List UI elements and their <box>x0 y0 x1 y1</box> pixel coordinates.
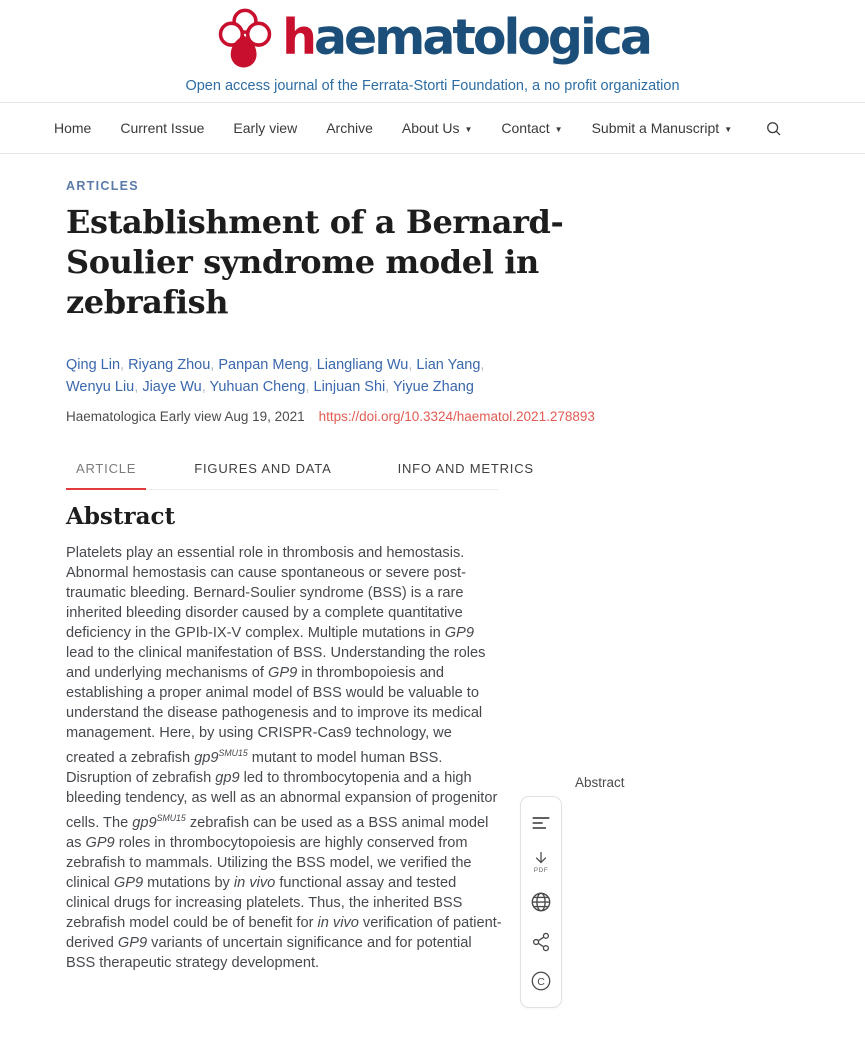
tab-info-and-metrics[interactable]: INFO AND METRICS <box>397 461 534 476</box>
chevron-down-icon: ▼ <box>464 124 473 134</box>
nav-item-contact[interactable] <box>501 120 562 136</box>
author-link[interactable]: Linjuan Shi <box>313 379 386 395</box>
tab-figures-and-data[interactable]: FIGURES AND DATA <box>194 461 332 476</box>
main-nav <box>0 103 865 154</box>
search-button[interactable] <box>765 120 782 137</box>
globe-icon <box>530 891 552 913</box>
nav-item-submit-a-manuscript[interactable] <box>592 120 733 136</box>
chevron-down-icon: ▼ <box>554 124 563 134</box>
sidebar-section-indicator: Abstract <box>575 775 625 790</box>
author-link[interactable]: Jiaye Wu <box>142 379 202 395</box>
abstract-text: Platelets play an essential role in thrombosis and hemostasis. Abnormal hemostasis can cause spontaneous or severe post-traumatic bleeding. Bernard-Soulier syndrome (BSS) is a rare inherited bleeding disorder caused by a complete quantitative deficiency in the GPIb-IX-V complex. Multiple mutations in GP9 lead to the clinical manifestation of BSS. Understanding the roles and underlying mechanisms of GP9 in thrombopoiesis and establishing a proper animal model of BSS would be valuable to understand the disease pathogenesis and to improve its medical management. Here, by using CRISPR-Cas9 technology, we created a zebrafish $gp9^{SMU15}$ mutant to model human BSS. Disruption of zebrafish gp9 led to thrombocytopenia and a high bleeding tendency, as well as an abnormal expansion of progenitor cells. The $gp9^{SMU15}$ zebrafish can be used as a BSS animal model as GP9 roles in thrombocytopoiesis are highly conserved from zebrafish to mammals. Utilizing the BSS model, we verified the clinical GP9 mutations by in vivo functional assay and tested clinical drugs for increasing platelets. Thus, the inherited BSS zebrafish model could be of benefit for in vivo verification of patient-derived GP9 variants of uncertain significance and for potential BSS therapeutic strategy development. <box>66 545 502 971</box>
site-header <box>0 0 865 103</box>
abstract-heading: Abstract <box>66 503 176 530</box>
nav-item-current-issue[interactable] <box>120 120 204 136</box>
journal-logo[interactable] <box>215 7 650 75</box>
nav-item-about-us[interactable] <box>402 120 473 136</box>
download-pdf-button[interactable] <box>529 850 553 876</box>
author-link[interactable]: Yuhuan Cheng <box>209 379 306 395</box>
tab-bar <box>66 451 534 490</box>
author-link[interactable]: Yiyue Zhang <box>393 379 474 395</box>
nav-item-early-view[interactable] <box>233 120 297 136</box>
nav-item-home[interactable] <box>54 120 91 136</box>
article-meta <box>66 409 865 424</box>
author-separator: , <box>480 357 485 373</box>
article-tools-panel <box>520 796 562 1008</box>
author-separator: , <box>210 357 219 373</box>
wordmark-rest: aematologica <box>313 9 650 66</box>
author-link[interactable]: Riyang Zhou <box>128 357 211 373</box>
download-pdf-icon <box>533 851 549 866</box>
nav-links <box>54 120 761 136</box>
author-separator: , <box>305 379 314 395</box>
publication-info: Haematologica Early view Aug 19, 2021 <box>66 409 305 424</box>
pdf-label: PDF <box>533 867 549 874</box>
journal-wordmark <box>282 7 650 69</box>
nav-item-label: Submit a Manuscript <box>591 120 720 136</box>
blood-cells-logo-icon <box>215 7 275 75</box>
search-icon <box>765 120 782 137</box>
author-separator: , <box>134 379 143 395</box>
page-title: Establishment of a Bernard-Soulier syndrome model in zebrafish <box>66 203 564 321</box>
nav-item-label: Archive <box>326 120 373 136</box>
author-separator: , <box>385 379 394 395</box>
author-list <box>66 354 518 398</box>
nav-item-label: About Us <box>401 120 460 136</box>
share-icon <box>532 932 550 952</box>
article-main <box>0 179 865 973</box>
nav-item-label: Early view <box>233 120 298 136</box>
author-separator: , <box>308 357 317 373</box>
nav-item-archive[interactable] <box>326 120 373 136</box>
author-separator: , <box>120 357 129 373</box>
doi-link[interactable]: https://doi.org/10.3324/haematol.2021.278893 <box>318 409 595 424</box>
journal-tagline: Open access journal of the Ferrata-Storti Foundation, a no profit organization <box>185 78 680 94</box>
nav-item-label: Home <box>54 120 92 136</box>
nav-item-label: Current Issue <box>120 120 205 136</box>
wordmark-initial: h <box>282 9 314 66</box>
author-link[interactable]: Panpan Meng <box>218 357 309 373</box>
tab-article[interactable]: ARTICLE <box>66 451 146 490</box>
copyright-button[interactable] <box>529 968 553 994</box>
author-link[interactable]: Liangliang Wu <box>316 357 409 373</box>
svg-text:C: C <box>537 975 545 988</box>
author-link[interactable]: Wenyu Liu <box>66 379 135 395</box>
share-button[interactable] <box>529 929 553 955</box>
outline-icon <box>531 815 551 831</box>
breadcrumb-section-label[interactable]: ARTICLES <box>66 179 139 193</box>
author-link[interactable]: Lian Yang <box>416 357 481 373</box>
author-separator: , <box>408 357 417 373</box>
nav-item-label: Contact <box>501 120 550 136</box>
author-separator: , <box>201 379 210 395</box>
outline-button[interactable] <box>529 810 553 836</box>
copyright-icon <box>530 970 552 992</box>
author-link[interactable]: Qing Lin <box>66 357 121 373</box>
web-version-button[interactable] <box>529 889 553 915</box>
chevron-down-icon: ▼ <box>724 124 733 134</box>
